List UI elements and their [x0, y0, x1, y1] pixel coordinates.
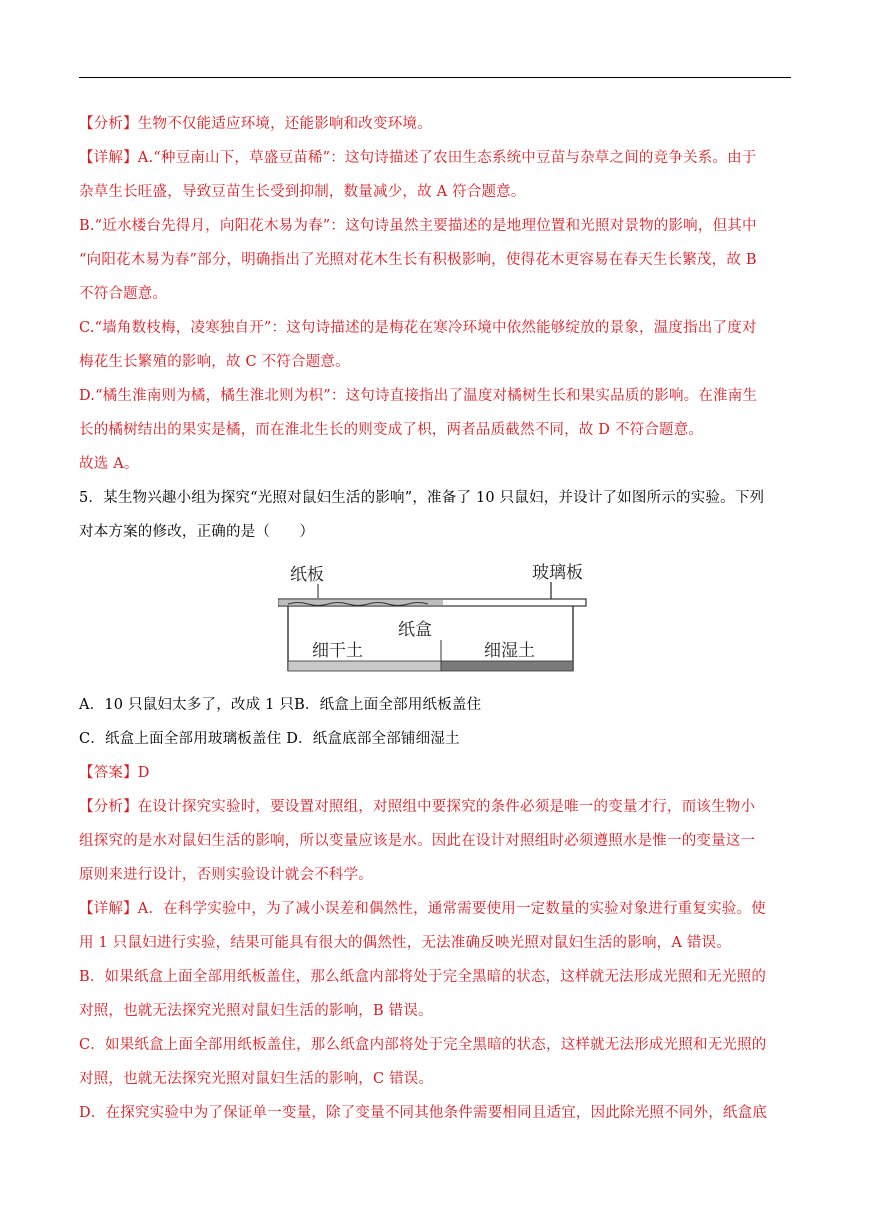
analysis-line: 【分析】生物不仅能适应环境，还能影响和改变环境。	[79, 116, 432, 132]
detail-line: “向阳花木易为春”部分，明确指出了光照对花木生长有积极影响，使得花木更容易在春天生长繁茂，故 B	[79, 252, 757, 268]
question-line: 5．某生物兴趣小组为探究“光照对鼠妇生活的影响”，准备了 10 只鼠妇，并设计了如图所示的实验。下列	[79, 490, 765, 506]
question-line: 对本方案的修改，正确的是（ ）	[79, 524, 315, 540]
detail-line: D.“橘生淮南则为橘，橘生淮北则为枳”：这句诗直接指出了温度对橘树生长和果实品质的影响。在淮南生	[79, 388, 758, 404]
label-paper-box: 纸盒	[398, 620, 432, 640]
detail-line: 对照，也就无法探究光照对鼠妇生活的影响，C 错误。	[79, 1071, 434, 1087]
detail-line: B．如果纸盒上面全部用纸板盖住，那么纸盒内部将处于完全黑暗的状态，这样就无法形成光照和无光照的	[79, 969, 767, 985]
analysis-line: 【分析】在设计探究实验时，要设置对照组，对照组中要探究的条件必须是唯一的变量才行，而该生物小	[79, 799, 756, 815]
detail-line: C.“墙角数枝梅，凌寒独自开”：这句诗描述的是梅花在寒冷环境中依然能够绽放的景象，温度指出了度对	[79, 320, 757, 336]
header-rule	[79, 77, 791, 78]
option-line: A．10 只鼠妇太多了，改成 1 只B．纸盒上面全部用纸板盖住	[79, 697, 482, 713]
detail-line: 梅花生长繁殖的影响，故 C 不符合题意。	[79, 354, 350, 370]
answer-line: 【答案】D	[79, 765, 150, 781]
detail-line: 用 1 只鼠妇进行实验，结果可能具有很大的偶然性，无法准确反映光照对鼠妇生活的影响，A 错误。	[79, 935, 731, 951]
detail-line: 对照，也就无法探究光照对鼠妇生活的影响，B 错误。	[79, 1003, 433, 1019]
detail-line: 长的橘树结出的果实是橘，而在淮北生长的则变成了枳，两者品质截然不同，故 D 不符合题意。	[79, 422, 704, 438]
detail-line: C．如果纸盒上面全部用纸板盖住，那么纸盒内部将处于完全黑暗的状态，这样就无法形成光照和无光照的	[79, 1037, 767, 1053]
analysis-line: 组探究的是水对鼠妇生活的影响，所以变量应该是水。因此在设计对照组时必须遵照水是惟一的变量这一	[79, 833, 756, 849]
detail-line: 杂草生长旺盛，导致豆苗生长受到抑制，数量减少，故 A 符合题意。	[79, 184, 526, 200]
dry-soil-layer	[288, 661, 441, 671]
option-line: C．纸盒上面全部用玻璃板盖住 D．纸盒底部全部铺细湿土	[79, 731, 460, 747]
detail-line: 【详解】A.“种豆南山下，草盛豆苗稀”：这句诗描述了农田生态系统中豆苗与杂草之间的竞争关系。由于	[79, 150, 757, 166]
label-glass-board: 玻璃板	[532, 563, 583, 583]
conclusion-line: 故选 A。	[79, 456, 139, 472]
analysis-line: 原则来进行设计，否则实验设计就会不科学。	[79, 867, 373, 883]
detail-line: B.“近水楼台先得月，向阳花木易为春”：这句诗虽然主要描述的是地理位置和光照对景物的影响，但其中	[79, 218, 757, 234]
detail-line: 【详解】A．在科学实验中，为了减小误差和偶然性，通常需要使用一定数量的实验对象进行重复实验。使	[79, 901, 766, 917]
label-paper-board: 纸板	[290, 565, 324, 585]
experiment-figure	[278, 558, 598, 676]
detail-line: 不符合题意。	[79, 286, 168, 302]
wet-soil-layer	[441, 661, 573, 671]
label-wet-soil: 细湿土	[484, 641, 535, 661]
label-dry-soil: 细干土	[312, 641, 363, 661]
detail-line: D．在探究实验中为了保证单一变量，除了变量不同其他条件需要相同且适宜，因此除光照不同外，纸盒底	[79, 1105, 768, 1121]
